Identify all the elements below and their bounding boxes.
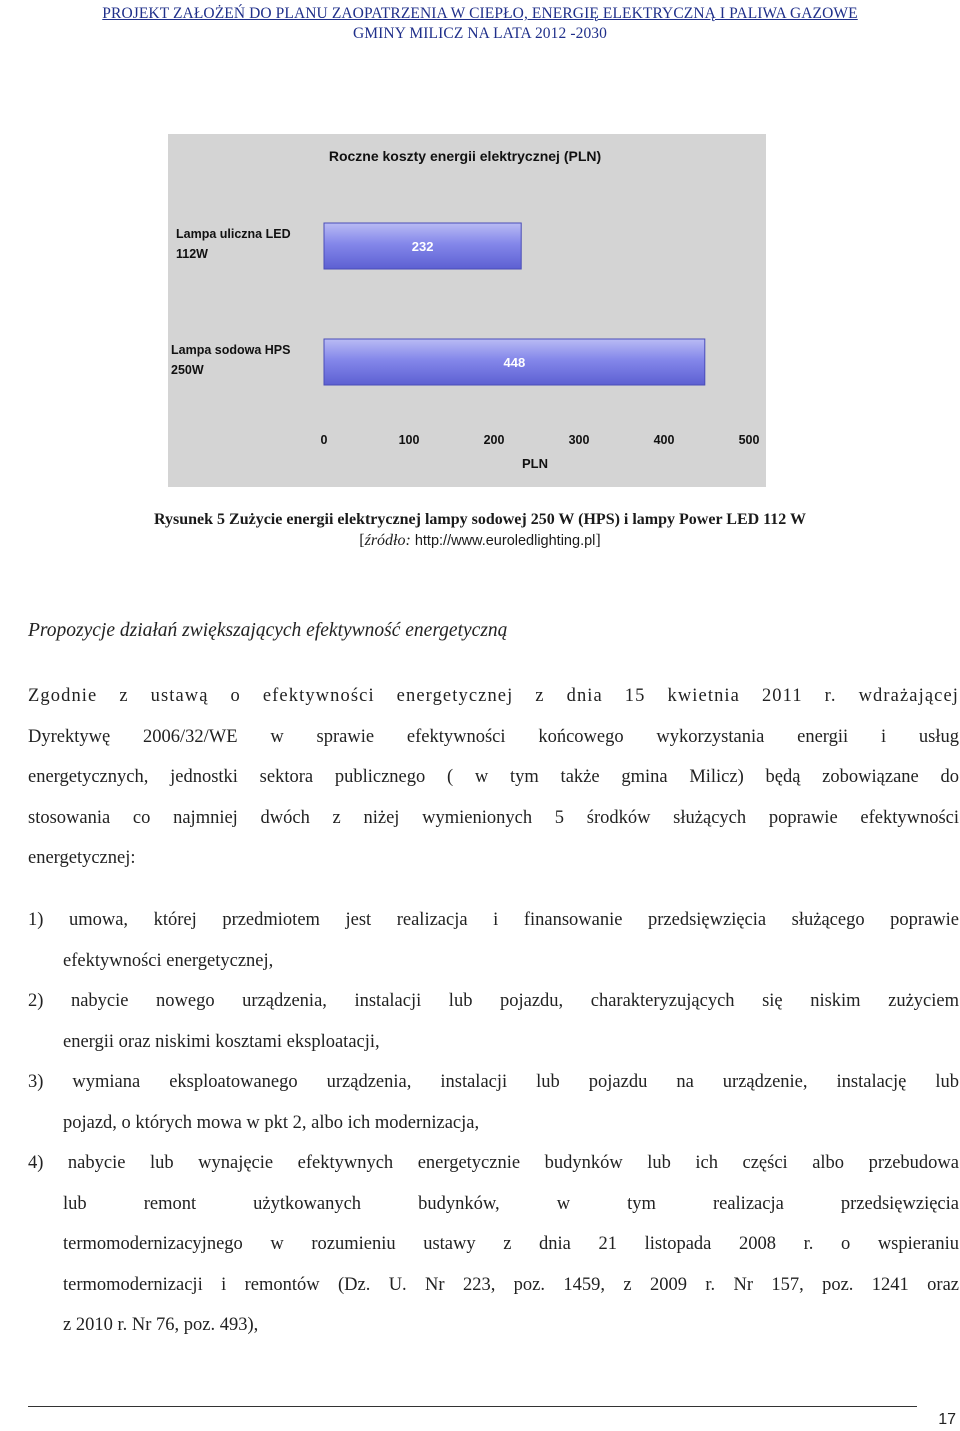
category-label: Lampa uliczna LED	[176, 227, 291, 241]
list-item-1-continued: efektywności energetycznej,	[63, 950, 274, 971]
figure-caption	[0, 509, 960, 552]
x-tick-label: 100	[398, 433, 420, 447]
category-label: 112W	[176, 247, 208, 261]
document-header	[0, 4, 960, 44]
intro-paragraph	[28, 676, 959, 879]
chart-title: Roczne koszty energii elektrycznej (PLN)	[328, 148, 602, 164]
list-item-1: 1) umowa, której przedmiotem jest realizacja i finansowanie przedsięwzięcia służącego poprawie	[28, 910, 959, 930]
x-tick-label: 400	[653, 433, 675, 447]
caption-title: Rysunek 5 Zużycie energii elektrycznej lampy sodowej 250 W (HPS) i lampy Power LED 112 W	[154, 511, 806, 528]
list-item-4-continued: termomodernizacji i remontów (Dz. U. Nr 223, poz. 1459, z 2009 r. Nr 157, poz. 1241 oraz	[63, 1274, 959, 1295]
paragraph-line: energetycznej:	[28, 848, 136, 868]
header-title: PROJEKT ZAŁOŻEŃ DO PLANU ZAOPATRZENIA W CIEPŁO, ENERGIĘ ELEKTRYCZNĄ I PALIWA GAZOWE	[102, 5, 858, 22]
source-label: źródło:	[364, 532, 411, 549]
x-tick-label: 500	[738, 433, 760, 447]
category-label: Lampa sodowa HPS	[171, 343, 291, 357]
section-heading: Propozycje działań zwiększających efektywność energetyczną	[28, 620, 508, 641]
caption-source	[0, 530, 960, 552]
list-item-2: 2) nabycie nowego urządzenia, instalacji lub pojazdu, charakteryzujących się niskim zużyciem	[28, 991, 959, 1011]
list-item-4-continued: termomodernizacyjnego w rozumieniu ustawy z dnia 21 listopada 2008 r. o wspieraniu	[63, 1234, 959, 1254]
bar-value-label: 232	[411, 239, 434, 254]
list-item-4: 4) nabycie lub wynajęcie efektywnych energetycznie budynków lub ich części albo przebudowa	[28, 1153, 959, 1173]
x-tick-label: 0	[320, 433, 328, 447]
header-subtitle: GMINY MILICZ NA LATA 2012 -2030	[352, 25, 607, 42]
page-number: 17	[938, 1411, 956, 1428]
list-item-4-continued: lub remont użytkowanych budynków, w tym realizacja przedsięwzięcia	[63, 1193, 959, 1214]
chart-x-axis-label: PLN	[522, 456, 548, 471]
list-item-2-continued: energii oraz niskimi kosztami eksploatacji,	[63, 1031, 380, 1052]
paragraph-line: Dyrektywę 2006/32/WE w sprawie efektywności końcowego wykorzystania energii i usług	[28, 726, 959, 747]
paragraph-line: energetycznych, jednostki sektora publicznego ( w tym także gmina Milicz) będą zobowiązane do	[28, 767, 959, 787]
paragraph-line: stosowania co najmniej dwóch z niżej wymienionych 5 środków służących poprawie efektywności	[28, 807, 959, 828]
source-bracket-close: ]	[595, 532, 601, 549]
source-url[interactable]: http://www.euroledlighting.pl	[414, 533, 596, 549]
footer-divider	[28, 1406, 917, 1407]
chart-svg	[168, 134, 766, 487]
list-item-3: 3) wymiana eksploatowanego urządzenia, instalacji lub pojazdu na urządzenie, instalację lub	[28, 1072, 959, 1092]
bar-chart	[168, 134, 766, 487]
bar-value-label: 448	[503, 355, 526, 370]
paragraph-line: Zgodnie z ustawą o efektywności energetycznej z dnia 15 kwietnia 2011 r. wdrażającej	[28, 686, 959, 706]
source-bracket-open: [	[359, 532, 365, 549]
measures-list	[28, 900, 959, 1346]
x-tick-label: 200	[483, 433, 505, 447]
list-item-3-continued: pojazd, o których mowa w pkt 2, albo ich modernizacja,	[63, 1112, 480, 1133]
category-label: 250W	[171, 363, 204, 377]
x-tick-label: 300	[568, 433, 590, 447]
list-item-4-continued: z 2010 r. Nr 76, poz. 493),	[63, 1315, 259, 1335]
